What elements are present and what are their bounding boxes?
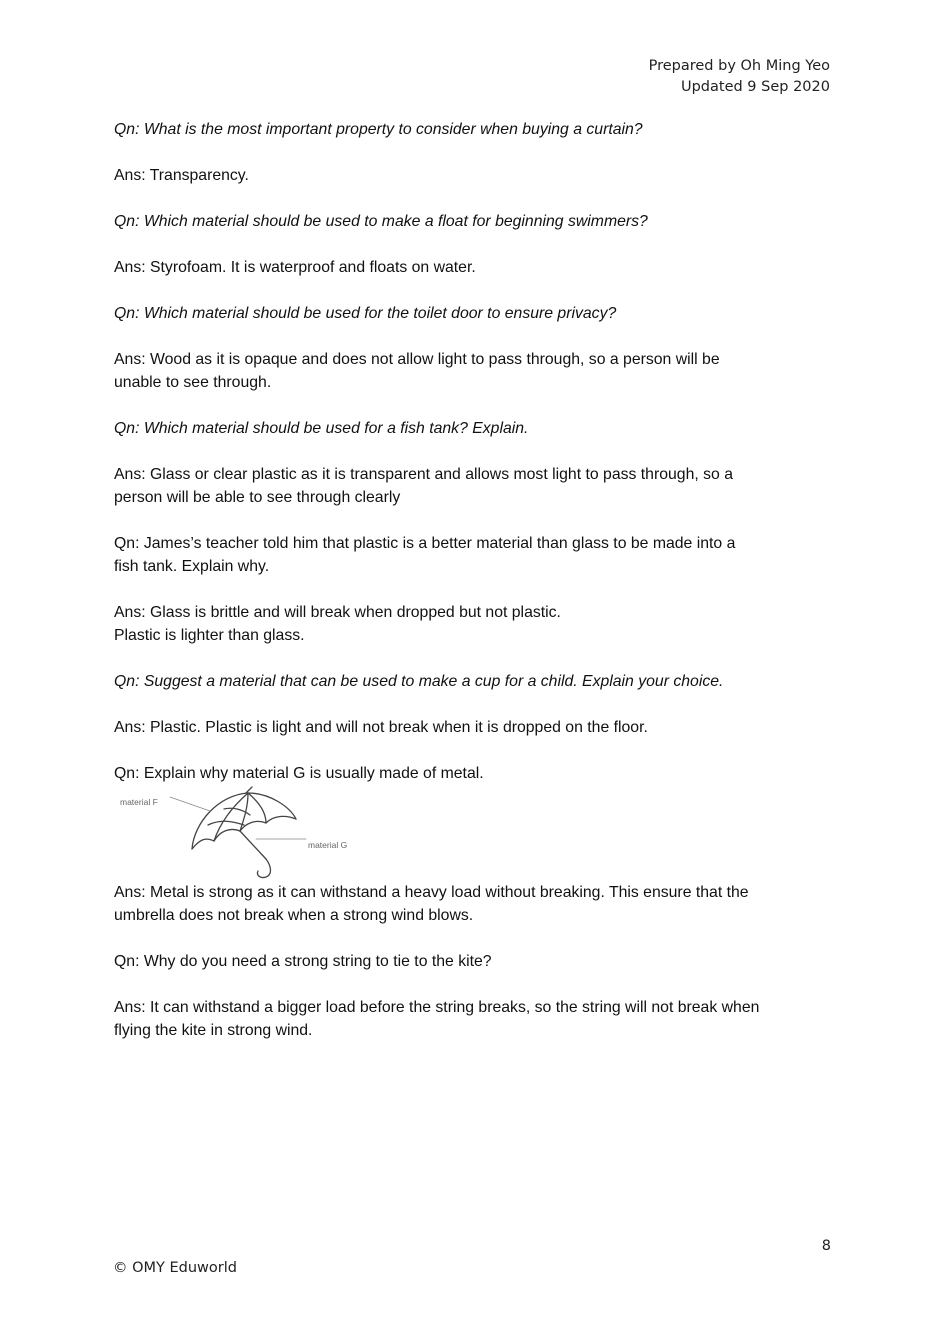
answer-3: Ans: Wood as it is opaque and does not allow light to pass through, so a person will be unable to see through. [114,351,720,391]
author-line: Prepared by Oh Ming Yeo [648,58,830,74]
answer-4: Ans: Glass or clear plastic as it is transparent and allows most light to pass through, so a person will be able to see through clearly [114,466,734,506]
material-g-label: material G [308,840,348,850]
question-6: Qn: Suggest a material that can be used to make a cup for a child. Explain your choice. [114,673,724,690]
question-8: Qn: Why do you need a strong string to tie to the kite? [114,953,492,970]
answer-1: Ans: Transparency. [114,167,249,184]
answer-6: Ans: Plastic. Plastic is light and will not break when it is dropped on the floor. [114,719,648,736]
footer-copyright: © OMY Eduworld [113,1260,237,1276]
answer-5: Ans: Glass is brittle and will break when dropped but not plastic. Plastic is lighter than glass. [114,604,561,644]
page-header [649,56,830,98]
question-2: Qn: Which material should be used to make a float for beginning swimmers? [114,213,648,230]
question-3: Qn: Which material should be used for the toilet door to ensure privacy? [114,305,617,322]
question-7: Qn: Explain why material G is usually made of metal. [114,765,484,782]
umbrella-figure [120,785,360,881]
page-number: 8 [821,1238,831,1254]
answer-7: Ans: Metal is strong as it can withstand a heavy load without breaking. This ensure that the umbrella does not break when a strong wind blows. [114,884,749,924]
material-f-label: material F [120,797,158,807]
date-line: Updated 9 Sep 2020 [680,79,830,95]
answer-2: Ans: Styrofoam. It is waterproof and floats on water. [114,259,476,276]
question-5: Qn: James’s teacher told him that plastic is a better material than glass to be made into a fish tank. Explain why. [114,535,736,575]
answer-8: Ans: It can withstand a bigger load before the string breaks, so the string will not break when flying the kite in strong wind. [114,999,760,1039]
document-body [114,118,834,1065]
question-4: Qn: Which material should be used for a fish tank? Explain. [114,420,529,437]
question-1: Qn: What is the most important property to consider when buying a curtain? [114,121,643,138]
